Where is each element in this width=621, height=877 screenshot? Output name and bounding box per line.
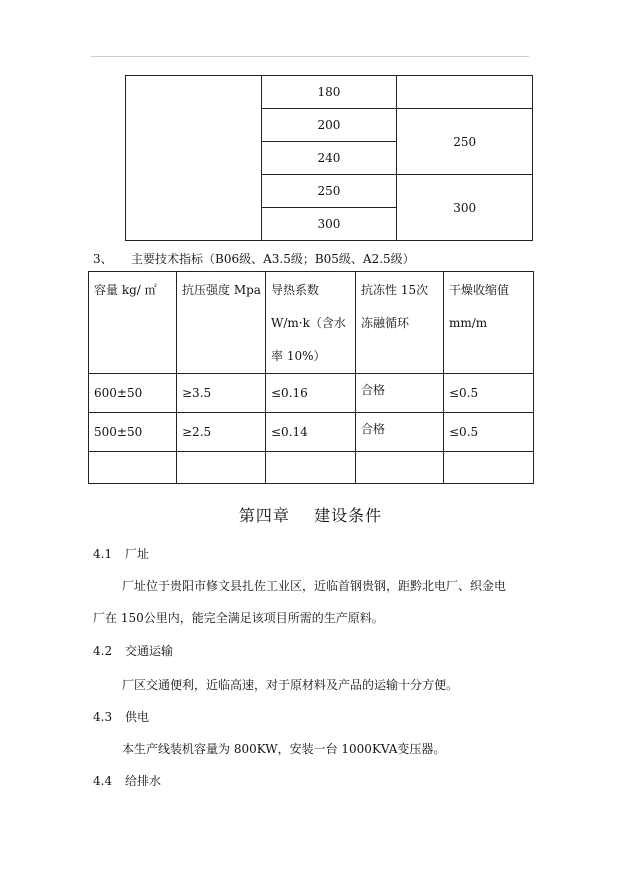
section-number: 4.1 bbox=[93, 547, 113, 561]
paragraph-transport: 厂区交通便利，近临高速，对于原材料及产品的运输十分方便。 bbox=[122, 678, 459, 692]
section-number: 4.2 bbox=[93, 644, 113, 658]
table-cell: ≤0.14 bbox=[266, 413, 356, 452]
table-cell: 600±50 bbox=[89, 374, 177, 413]
table-cell: 200 bbox=[261, 109, 397, 142]
header-cell-frost: 抗冻性 15次 冻融循环 bbox=[356, 272, 444, 374]
table-cell: 合格 bbox=[356, 374, 444, 413]
table-row bbox=[126, 76, 533, 109]
table-row bbox=[89, 374, 534, 413]
technical-index-table bbox=[88, 271, 534, 484]
heading-number: 3、 bbox=[93, 252, 113, 266]
table-cell: ≤0.5 bbox=[444, 413, 534, 452]
table-header-row bbox=[89, 272, 534, 374]
table-row-empty bbox=[89, 452, 534, 484]
table-cell bbox=[444, 452, 534, 484]
header-cell-shrinkage: 干燥收缩值 mm/m bbox=[444, 272, 534, 374]
section-title: 交通运输 bbox=[125, 644, 174, 658]
section-heading-3 bbox=[93, 250, 415, 267]
table-cell bbox=[266, 452, 356, 484]
table-cell: ≤0.5 bbox=[444, 374, 534, 413]
table-cell: ≤0.16 bbox=[266, 374, 356, 413]
table-cell: 240 bbox=[261, 142, 397, 175]
table-cell-merged-empty bbox=[126, 76, 262, 241]
table-cell: ≥2.5 bbox=[177, 413, 266, 452]
section-heading-4-3 bbox=[93, 708, 149, 725]
heading-text: 主要技术指标（B06级、A3.5级；B05级、A2.5级） bbox=[131, 252, 415, 266]
table-cell: ≥3.5 bbox=[177, 374, 266, 413]
section-heading-4-1 bbox=[93, 545, 149, 562]
table-row bbox=[89, 413, 534, 452]
table-cell bbox=[89, 452, 177, 484]
table-cell bbox=[177, 452, 266, 484]
section-title: 供电 bbox=[125, 710, 150, 724]
header-rule bbox=[91, 56, 529, 57]
table-cell: 500±50 bbox=[89, 413, 177, 452]
table-cell bbox=[356, 452, 444, 484]
section-number: 4.3 bbox=[93, 710, 113, 724]
paragraph-site-line1: 厂址位于贵阳市修文县扎佐工业区，近临首钢贵钢，距黔北电厂、织金电 bbox=[122, 579, 507, 593]
header-cell-capacity: 容量 kg/ ㎡ bbox=[89, 272, 177, 374]
table-cell: 180 bbox=[261, 76, 397, 109]
section-heading-4-2 bbox=[93, 642, 173, 659]
chapter-title: 第四章 建设条件 bbox=[238, 506, 383, 525]
section-number: 4.4 bbox=[93, 774, 113, 788]
density-table-continuation bbox=[125, 75, 533, 241]
section-title: 厂址 bbox=[125, 547, 150, 561]
paragraph-power: 本生产线装机容量为 800KW，安装一台 1000KVA变压器。 bbox=[122, 742, 446, 756]
section-heading-4-4 bbox=[93, 772, 161, 789]
table-cell: 250 bbox=[261, 175, 397, 208]
paragraph-site-line2: 厂在 150公里内，能完全满足该项目所需的生产原料。 bbox=[93, 611, 384, 625]
section-title: 给排水 bbox=[125, 774, 162, 788]
table-cell: 300 bbox=[261, 208, 397, 241]
table-cell: 300 bbox=[397, 175, 533, 241]
table-cell: 250 bbox=[397, 109, 533, 175]
table-cell: 合格 bbox=[356, 413, 444, 452]
table-cell bbox=[397, 76, 533, 109]
header-cell-strength: 抗压强度 Mpa bbox=[177, 272, 266, 374]
header-cell-conductivity: 导热系数 W/m·k（含水 率 10%） bbox=[266, 272, 356, 374]
